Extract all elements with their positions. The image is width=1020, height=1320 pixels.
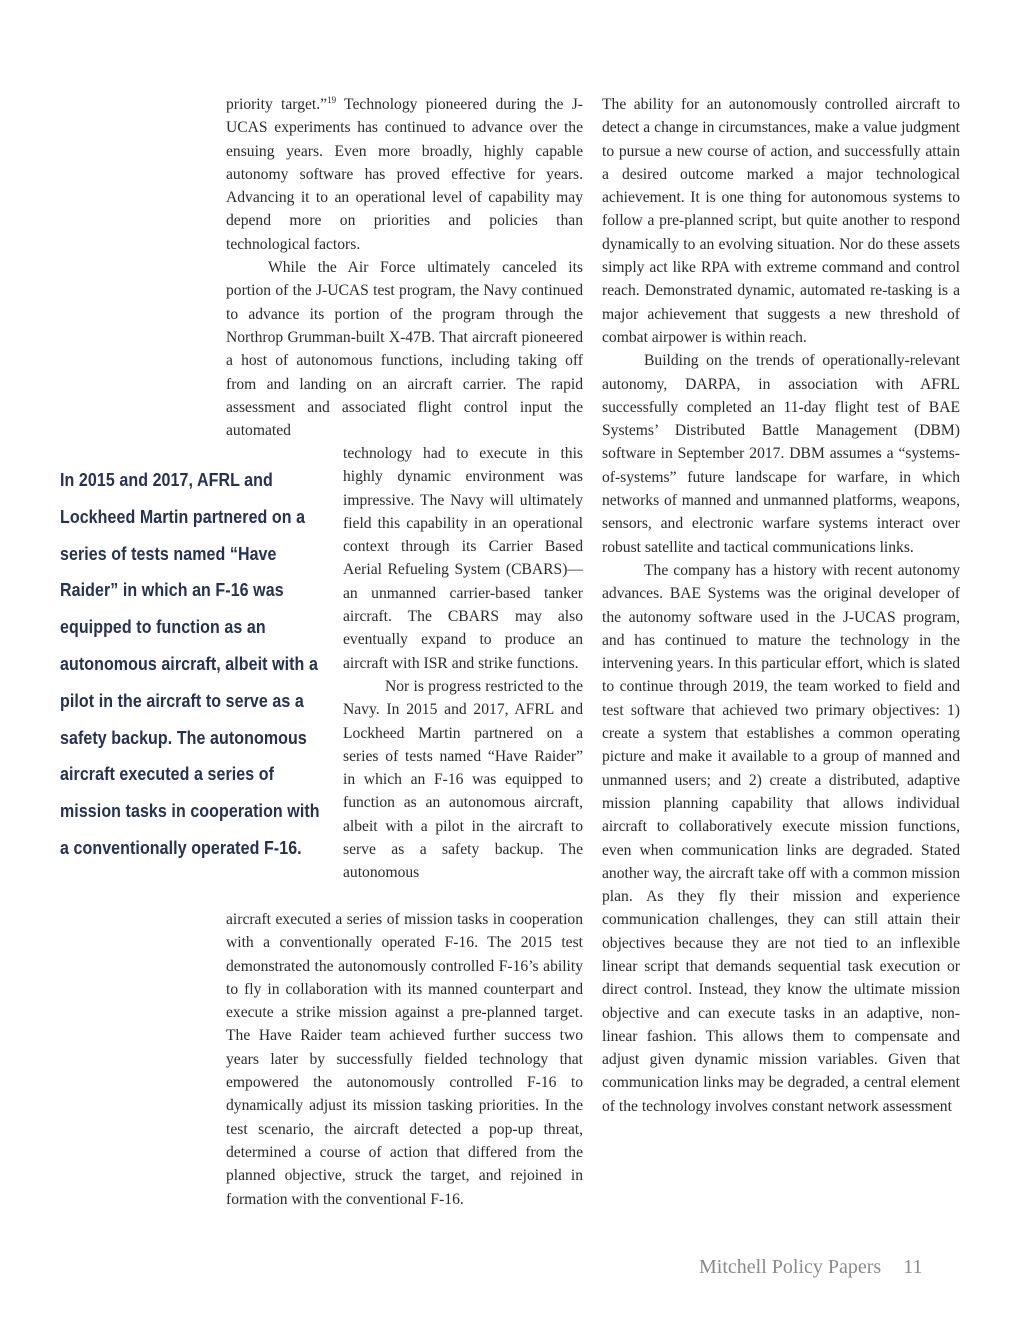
- pull-quote: In 2015 and 2017, AFRL and Lockheed Martin partnered on a series of tests named “Have Raider” in which an F-16 was equipped to function as an autonomous aircraft, albeit with a pilot in the aircraft to serve as a safety backup. The autonomous aircraft executed a series of mission tasks in cooperation with a conventionally operated F-16.: [60, 469, 320, 858]
- column2: [602, 93, 960, 1118]
- paragraph: The company has a history with recent autonomy advances. BAE Systems was the original developer of the autonomy software used in the J-UCAS program, and has continued to mature the technology in the intervening years. In this particular effort, which is slated to continue through 2019, the team worked to field and test software that achieved two primary objectives: 1) create a system that establishes a common operating picture and make it available to a group of manned and unmanned users; and 2) create a distributed, adaptive mission planning capability that allows individual aircraft to collaboratively execute mission functions, even when communication links are degraded. Stated another way, the aircraft take off with a common mission plan. As they fly their mission and experience communication challenges, they can still attain their objectives because they are not tied to an inflexible linear script that demands sequential task execution or direct control. Instead, they know the ultimate mission objective and can execute tasks in an adaptive, non-linear fashion. This allows them to compensate and adjust given dynamic mission variables. Given that communication links may be degraded, a central element of the technology involves constant network assessment: [602, 561, 960, 1115]
- page-footer: [699, 1256, 922, 1279]
- paragraph: Nor is progress restricted to the Navy. In 2015 and 2017, AFRL and Lockheed Martin partnered on a series of tests named “Have Raider” in which an F-16 was equipped to function as an autonomous aircraft, albeit with a pilot in the aircraft to serve as a safety backup. The autonomous: [343, 677, 583, 882]
- column1-bottom: [226, 908, 583, 1211]
- paragraph: aircraft executed a series of mission tasks in cooperation with a conventionally operated F-16. The 2015 test demonstrated the autonomously controlled F-16’s ability to fly in collaboration with its manned counterpart and execute a strike mission against a pre-planned target. The Have Raider team achieved further success two years later by successfully fielded technology that empowered the autonomously controlled F-16 to dynamically adjust its mission tasking priorities. In the test scenario, the aircraft detected a pop-up threat, determined a course of action that differed from the planned objective, struck the target, and rejoined in formation with the conventional F-16.: [226, 911, 583, 1208]
- paragraph: The ability for an autonomously controlled aircraft to detect a change in circumstances, make a value judgment to pursue a new course of action, and successfully attain a desired outcome marked a major technological achievement. It is one thing for autonomous systems to follow a pre-planned script, but quite another to respond dynamically to an evolving situation. Nor do these assets simply act like RPA with extreme command and control reach. Demonstrated dynamic, automated re-tasking is a major achievement that suggests a new threshold of combat airpower is within reach.: [602, 96, 960, 346]
- paragraph: [226, 93, 583, 256]
- publication-name: Mitchell Policy Papers: [699, 1256, 882, 1278]
- paragraph-text: Technology pioneered during the J-UCAS experiments has continued to advance over the ensuing years. Even more broadly, highly capable autonomy software has proved effective for years. Advancing it to an operational level of capability may depend more on priorities and policies than technological factors.: [226, 96, 583, 253]
- column1-top: [226, 93, 583, 442]
- paragraph: While the Air Force ultimately canceled its portion of the J-UCAS test program, the Navy continued to advance its portion of the program through the Northrop Grumman-built X-47B. That aircraft pioneered a host of autonomous functions, including taking off from and landing on an aircraft carrier. The rapid assessment and associated flight control input the automated: [226, 259, 583, 440]
- page-number: 11: [903, 1256, 923, 1278]
- paragraph: technology had to execute in this highly dynamic environment was impressive. The Navy will ultimately field this capability in an operational context through its Carrier Based Aerial Refueling System (CBARS)—an unmanned carrier-based tanker aircraft. The CBARS may also eventually expand to produce an aircraft with ISR and strike functions.: [343, 445, 583, 672]
- column1-wrap: [343, 442, 583, 885]
- paragraph: Building on the trends of operationally-relevant autonomy, DARPA, in association with AFRL successfully completed an 11-day flight test of BAE Systems’ Distributed Battle Management (DBM) software in September 2017. DBM assumes a “systems-of-systems” future landscape for warfare, in which networks of manned and unmanned platforms, weapons, sensors, and electronic warfare systems interact over robust satellite and tactical communications links.: [602, 352, 960, 556]
- paragraph-text: priority target.”: [226, 96, 328, 113]
- footnote-ref[interactable]: 19: [327, 95, 337, 105]
